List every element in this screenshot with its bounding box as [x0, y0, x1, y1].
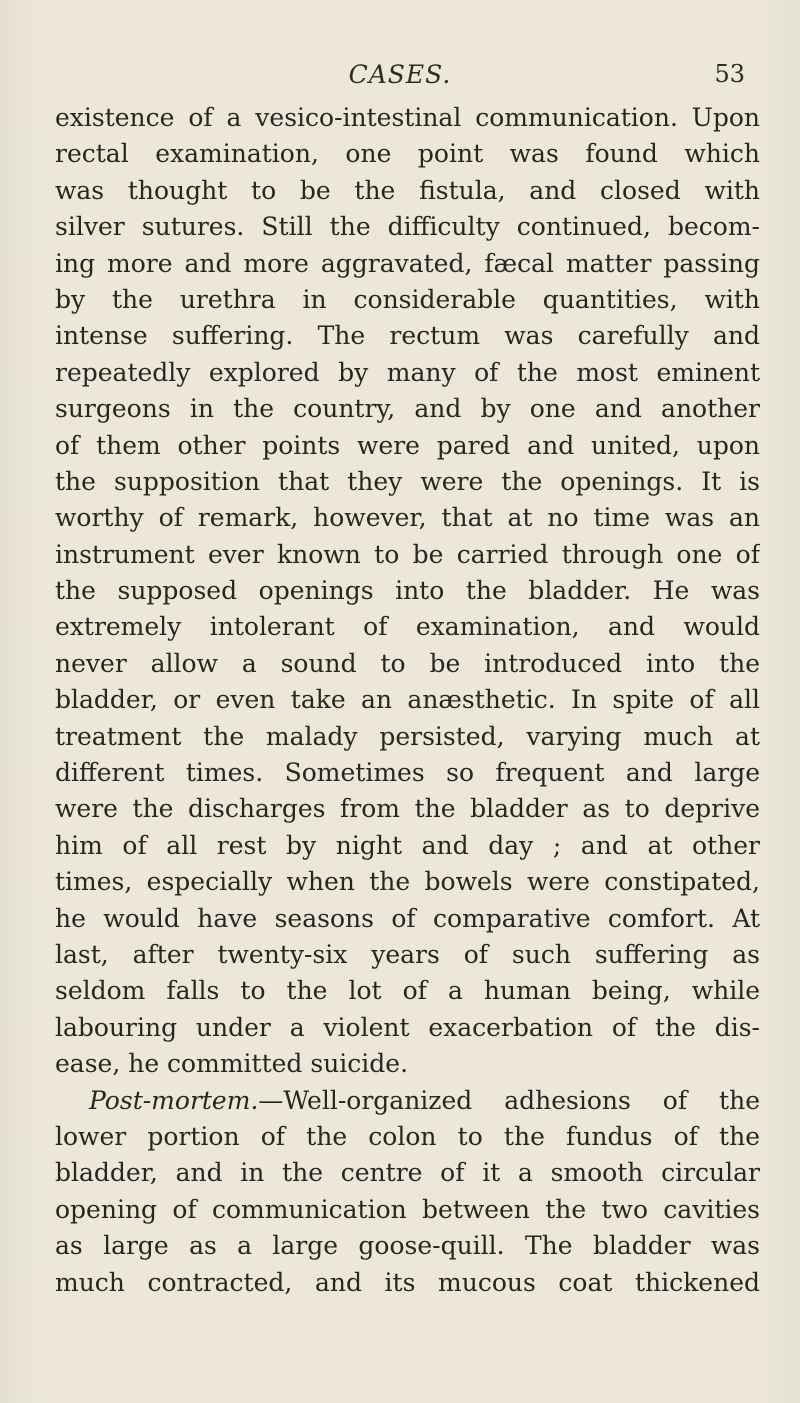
text-line: by the urethra in considerable quantities, with [55, 284, 760, 314]
text-line: of them other points were pared and united, upon [55, 430, 760, 460]
text-line: as large as a large goose-quill. The bladder was [55, 1231, 760, 1261]
text-line: treatment the malady persisted, varying much at [55, 721, 760, 751]
page-header [0, 60, 800, 94]
text-line: he would have seasons of comparative comfort. At [55, 903, 760, 933]
postmortem-first-line: —Well-organized adhesions of the [258, 1085, 760, 1115]
text-line: ease, he committed suicide. [55, 1049, 409, 1079]
text-line: rectal examination, one point was found which [55, 139, 760, 169]
text-line: bladder, and in the centre of it a smooth circular [55, 1158, 760, 1188]
text-line: lower portion of the colon to the fundus of the [55, 1121, 760, 1151]
text-line: never allow a sound to be introduced into the [55, 648, 760, 678]
text-line: the supposition that they were the openings. It is [55, 466, 760, 496]
text-line: was thought to be the fistula, and closed with [55, 175, 760, 205]
text-line: labouring under a violent exacerbation of the dis- [55, 1012, 760, 1042]
text-line: the supposed openings into the bladder. He was [55, 576, 760, 606]
postmortem-heading-line [55, 1083, 760, 1119]
postmortem-label: Post-mortem. [89, 1085, 259, 1115]
text-line: much contracted, and its mucous coat thickened [55, 1267, 760, 1297]
text-line: silver sutures. Still the difficulty continued, becom- [55, 212, 760, 242]
text-line: him of all rest by night and day ; and at other [55, 830, 760, 860]
text-line: ing more and more aggravated, fæcal matter passing [55, 248, 760, 278]
text-line: seldom falls to the lot of a human being, while [55, 976, 760, 1006]
text-line: worthy of remark, however, that at no time was an [55, 503, 760, 533]
text-line: times, especially when the bowels were constipated, [55, 867, 760, 897]
text-line: bladder, or even take an anæsthetic. In spite of all [55, 685, 760, 715]
body-text [55, 100, 760, 1301]
running-title: CASES. [348, 60, 452, 89]
text-line: repeatedly explored by many of the most eminent [55, 357, 760, 387]
text-line: different times. Sometimes so frequent and large [55, 758, 760, 788]
text-line: intense suffering. The rectum was carefully and [55, 321, 760, 351]
text-line: existence of a vesico-intestinal communication. Upon [55, 103, 760, 132]
text-line: were the discharges from the bladder as to deprive [55, 794, 760, 824]
text-line: surgeons in the country, and by one and another [55, 394, 760, 424]
text-line: instrument ever known to be carried through one of [55, 539, 760, 569]
text-line: extremely intolerant of examination, and would [55, 612, 760, 642]
page-number: 53 [714, 60, 745, 88]
text-line: last, after twenty-six years of such suffering as [55, 939, 760, 969]
text-line: opening of communication between the two cavities [55, 1194, 760, 1224]
